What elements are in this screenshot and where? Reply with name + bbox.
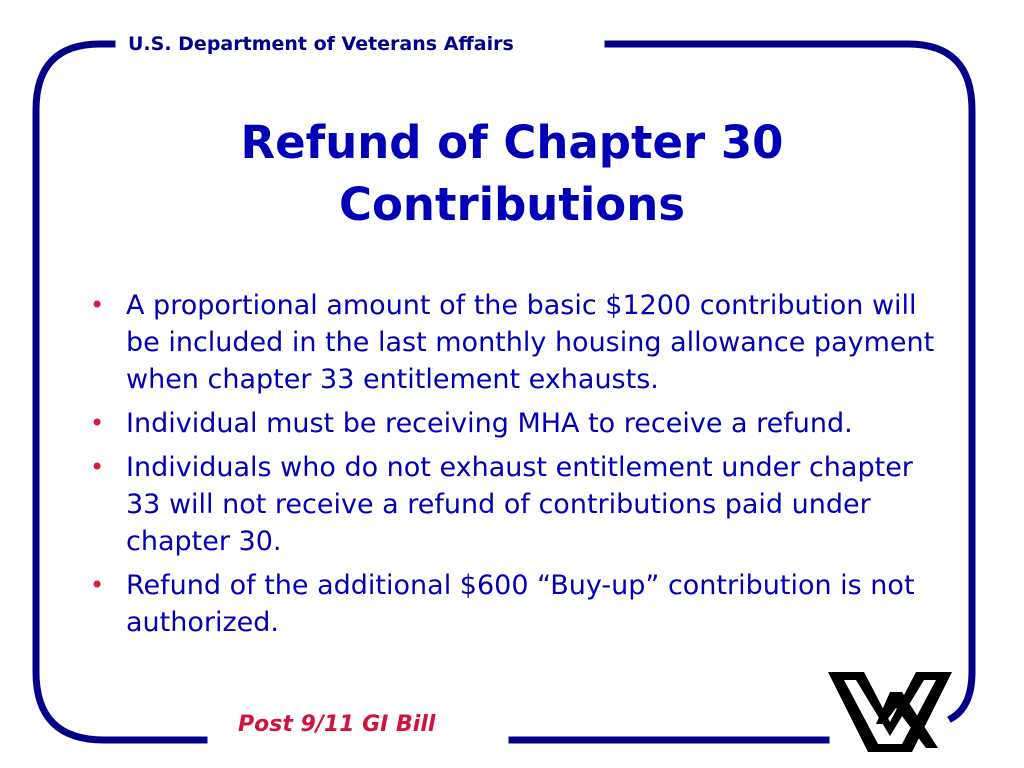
bullet-text: Refund of the additional $600 “Buy-up” contribution is not authorized. xyxy=(126,570,915,638)
bullet-icon: • xyxy=(90,571,105,599)
bullet-icon: • xyxy=(90,409,105,437)
slide-title-line-2: Contributions xyxy=(338,178,686,231)
slide-title-line-1: Refund of Chapter 30 xyxy=(240,116,784,169)
bullet-text: Individuals who do not exhaust entitlement under chapter 33 will not receive a refund of contributions paid under chapter 30. xyxy=(126,452,913,557)
bullet-item xyxy=(84,567,954,641)
organization-name: U.S. Department of Veterans Affairs xyxy=(124,33,518,55)
bullet-item xyxy=(84,287,954,398)
footer-program-name: Post 9/11 GI Bill xyxy=(232,712,441,737)
va-logo-icon xyxy=(826,662,954,758)
bullet-list xyxy=(84,287,954,648)
bullet-item xyxy=(84,405,954,442)
bullet-text: Individual must be receiving MHA to receive a refund. xyxy=(126,408,853,439)
bullet-item xyxy=(84,449,954,560)
bullet-icon: • xyxy=(90,453,105,481)
slide-title xyxy=(60,112,964,236)
bullet-text: A proportional amount of the basic $1200 contribution will be included in the last monthly housing allowance payment when chapter 33 entitlement exhausts. xyxy=(126,290,935,395)
bullet-icon: • xyxy=(90,291,105,319)
